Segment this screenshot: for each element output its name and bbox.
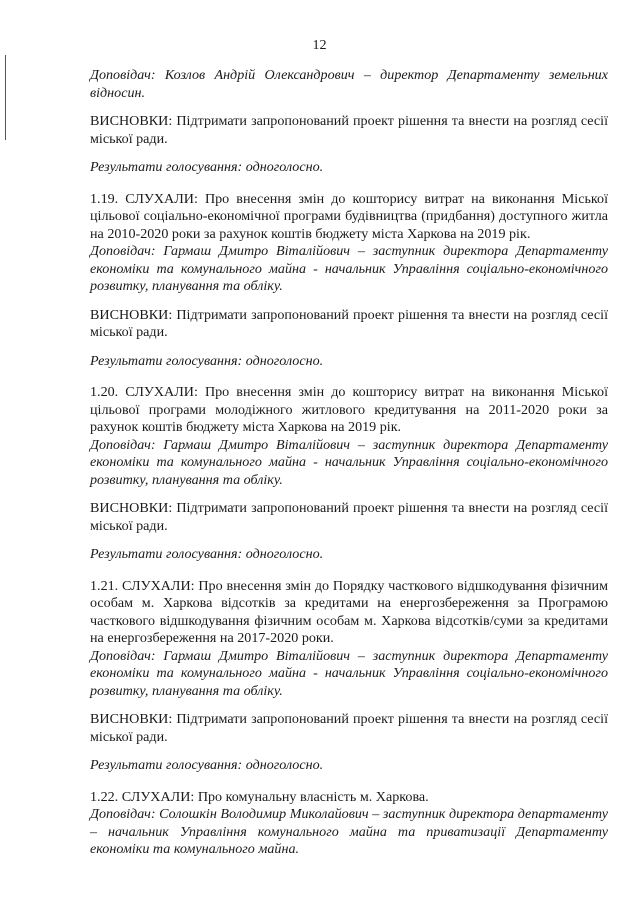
speaker-line: Доповідач: Гармаш Дмитро Віталійович – заступник директора Департаменту економіки та комунального майна - начальник Управління соціально-економічного розвитку, планування та обліку. (90, 647, 608, 699)
voting-result: Результати голосування: одноголосно. (90, 546, 324, 562)
voting-result: Результати голосування: одноголосно. (90, 159, 324, 175)
conclusion-line: ВИСНОВКИ: Підтримати запропонований проект рішення та внести на розгляд сесії міської ради. (90, 306, 608, 340)
page-number: 12 (312, 37, 327, 53)
speaker-line: Доповідач: Солошкін Володимир Миколайович – заступник директора департаменту – начальник Управління комунального майна та приватизації Департаменту економіки та комунального майна. (90, 806, 608, 857)
agenda-item-1-19: 1.19. СЛУХАЛИ: Про внесення змін до кошторису витрат на виконання Міської цільової соціально-економічної програми будівництва (придбання) доступного житла на 2010-2020 роки за рахунок коштів бюджету міста Харкова на 2019 рік. (90, 190, 608, 242)
minutes-body (90, 67, 608, 859)
margin-line (5, 55, 6, 140)
agenda-item-1-22: 1.22. СЛУХАЛИ: Про комунальну власність м. Харкова. (90, 788, 429, 805)
voting-result: Результати голосування: одноголосно. (90, 352, 324, 369)
conclusion-line: ВИСНОВКИ: Підтримати запропонований проект рішення та внести на розгляд сесії міської ради. (90, 711, 608, 745)
speaker-line: Доповідач: Гармаш Дмитро Віталійович – заступник директора Департаменту економіки та комунального майна - начальник Управління соціально-економічного розвитку, планування та обліку. (90, 243, 608, 294)
voting-result: Результати голосування: одноголосно. (90, 757, 324, 773)
conclusion-line: ВИСНОВКИ: Підтримати запропонований проект рішення та внести на розгляд сесії міської ради. (90, 500, 608, 534)
speaker-line: Доповідач: Козлов Андрій Олександрович – директор Департаменту земельних відносин. (90, 67, 608, 101)
conclusion-line: ВИСНОВКИ: Підтримати запропонований проект рішення та внести на розгляд сесії міської ради. (90, 113, 608, 147)
agenda-item-1-20: 1.20. СЛУХАЛИ: Про внесення змін до кошторису витрат на виконання Міської цільової програми молодіжного житлового кредитування на 2011-2020 роки за рахунок коштів бюджету міста Харкова на 2019 рік. (90, 384, 608, 435)
speaker-line: Доповідач: Гармаш Дмитро Віталійович – заступник директора Департаменту економіки та комунального майна - начальник Управління соціально-економічного розвитку, планування та обліку. (90, 436, 608, 488)
agenda-item-1-21: 1.21. СЛУХАЛИ: Про внесення змін до Порядку часткового відшкодування фізичним особам м. Харкова відсотків за кредитами на енергозбереження за Програмою часткового відшкодування фізичним особам м. Харкова відсотків/суми за кредитами на енергозбереження на 2017-2020 роки. (90, 577, 608, 646)
